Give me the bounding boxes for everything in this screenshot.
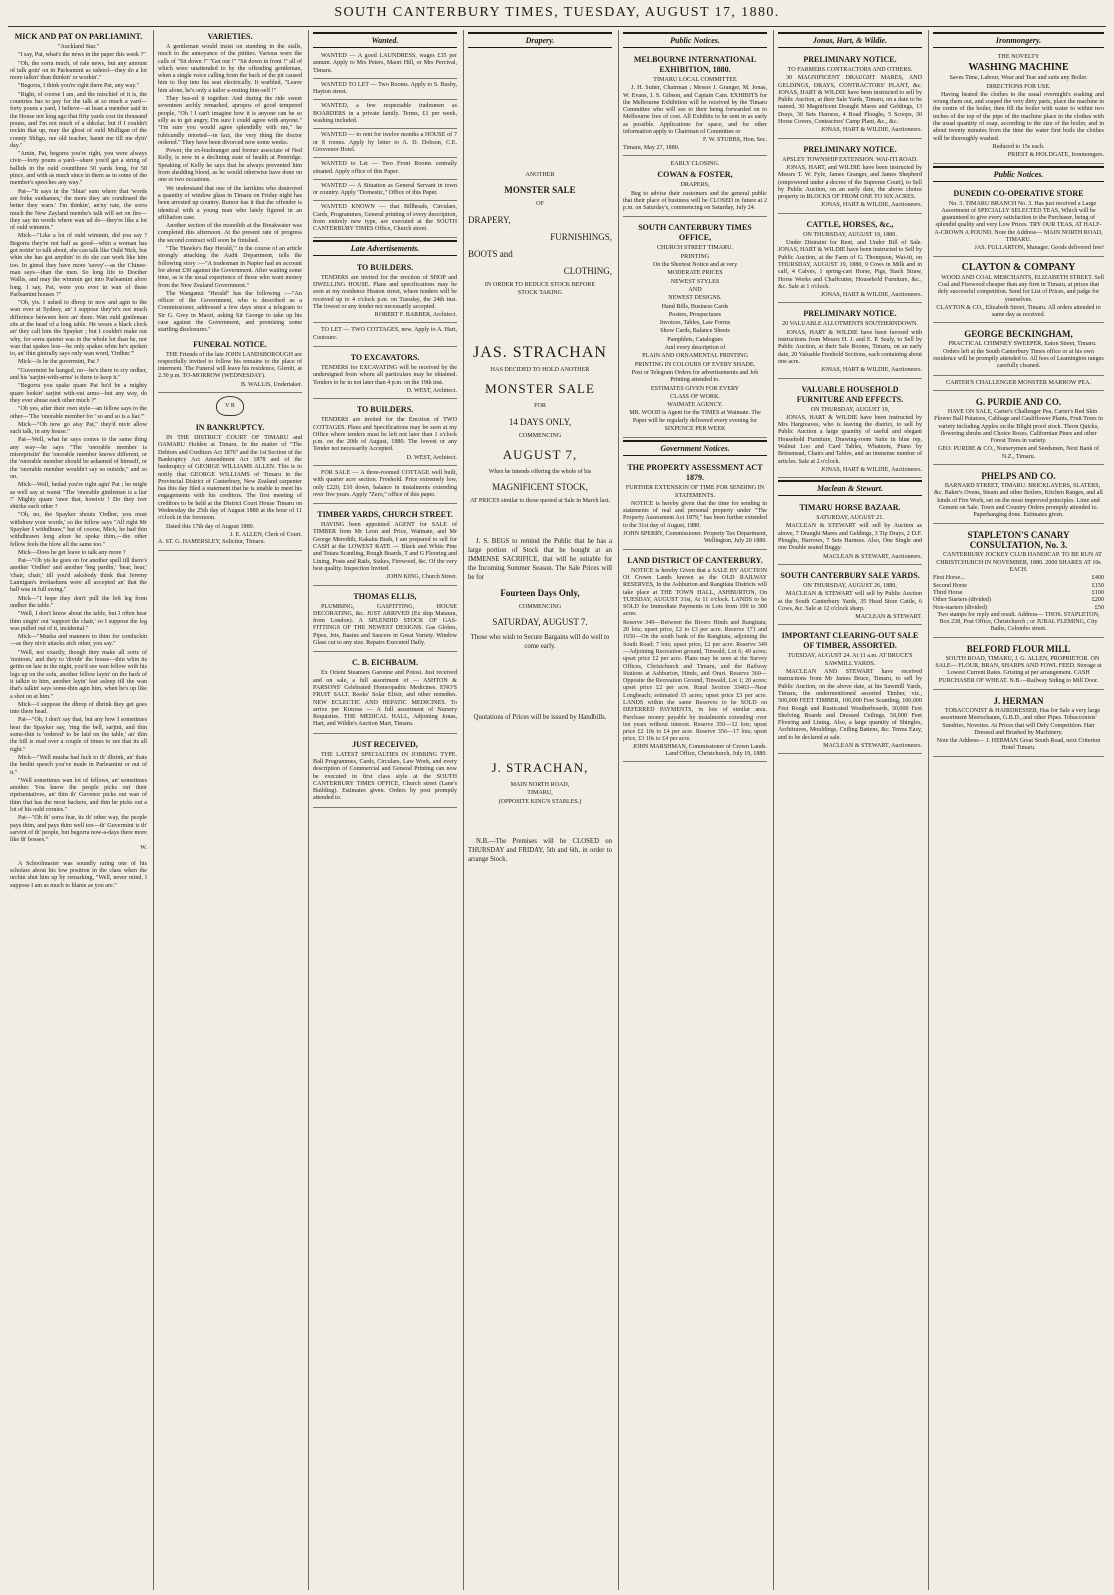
article-paragraph: Mick—I suppose the dhrop of dhrink they get goes into there head. <box>10 701 147 716</box>
late-ad <box>313 654 457 733</box>
column-1 <box>6 30 151 1590</box>
late-ad-sign: D. WEST, Architect. <box>406 454 457 461</box>
notice-head: SOUTH CANTERBURY SALE YARDS. <box>780 570 920 580</box>
ad-sign: JAS. FULLARTON, Manager. Goods delivered free! <box>974 245 1104 252</box>
times-line: MODERATE PRICES <box>667 270 723 277</box>
prize-label: Second Horse <box>933 582 968 589</box>
ad-body: No. 3. TIMARU BRANCH No. 3. Has just received a Large Assortment of SPECIALLY SELECTED TEAS, Which will be guaranteed to give every satisfaction to the Purchaser, being of splendid quality and very Low Prices. TRY OUR TEAS, AT HALF-A-CROWN A POUND. Note the Address— MAIN NORTH ROAD, TIMARU. <box>934 200 1103 244</box>
ad-name: DUNEDIN CO-OPERATIVE STORE <box>953 188 1084 198</box>
article-source: "Auckland Star." <box>57 44 100 50</box>
late-ad <box>313 349 457 399</box>
notice-body: Beg to advise their customers and the general public that their place of business will be CLOSED in future at 2 p.m. on Saturday's, commencing on Saturday, July 24. <box>623 190 767 212</box>
late-ad <box>313 259 457 324</box>
late-ad-head: JUST RECEIVED, <box>352 739 418 749</box>
auction-notice <box>778 381 922 479</box>
late-ad <box>313 468 457 504</box>
auction-notice <box>778 51 922 139</box>
notice-body: Under Distraint for Rent, and Under Bill of Sale. JONAS, HART & WILDIE have been instructed to Sell by Public Auction, at the Farm of G. Thompson, Wai-iti, on THURSDAY, AUGUST 19, 1880, 9 Cows in Milk and in calf, 4 Calves, 1 spring-cart Horse, Pigs, Stack Straw, Horse Works and Chaffcutter, Household Furniture, &c., &c. Sale at 1 o'clock. <box>778 240 922 290</box>
exhibition-notice <box>623 51 767 156</box>
notice-head: PRELIMINARY NOTICE. <box>803 144 897 154</box>
prize-row <box>933 605 1104 612</box>
funeral-sign: B. WALLIS, Undertaker. <box>241 381 302 388</box>
ad-price: Reduced to 15s each. <box>992 143 1045 150</box>
notice-head: CATTLE, HORSES, &c., <box>806 219 894 229</box>
clerk-sign: J. E. ALLEN, Clerk of Court. <box>230 531 302 538</box>
text-line: ANOTHER <box>525 172 555 178</box>
times-line: AND <box>688 286 702 293</box>
notice-sign: JOHN MARSHMAN, Commissioner of Crown Lands. Land Office, Christchurch, July 19, 1880. <box>632 743 767 758</box>
prize-value: £400 <box>1091 575 1104 582</box>
late-ad-body: TENDERS are invited for the erection of SHOP and DWELLING HOUSE. Plans and specifications may be seen at my residence Heaton street, where tenders will be received up to 4 o'clock p.m. on Tuesday, the 24th inst. The lowest or any tender not necessarily accepted. <box>313 274 457 310</box>
article-title: MICK AND PAT ON PARLIAMINT. <box>14 32 143 41</box>
times-line: NEWEST DESIGNS. <box>668 295 722 302</box>
article-paragraph: Mick—Does he get leave to talk any more ? <box>18 549 126 556</box>
dunedin-store-ad <box>933 185 1104 257</box>
article-paragraph: "Oh, the sorra much, of rale news, but any amount of talk goin' on in Parleamint as ushool—they do a lot more talkin' than thinkin' or workin'." <box>10 60 147 82</box>
varieties-paragraph: Another section of the monolith at the Breakwater was completed this afternoon. At the present rate of progress the second contract will soon be finished. <box>158 223 302 244</box>
varieties-paragraph: "The 'Hawke's Bay Herald,'" in the course of an article strongly attacking the Audit Department, tells the following story :—"A tradesman in Napier had an account for about £30 against the Government. After waiting some time, as is the usual experience of those who want money from the New Zealand Government." <box>158 246 302 289</box>
text-line: STOCK TAKING <box>517 289 563 296</box>
ad-sub: DIRECTIONS FOR USE. <box>986 83 1051 90</box>
washing-machine-ad <box>933 51 1104 164</box>
text-line: (OPPOSITE KING'S STABLES.) <box>498 798 582 805</box>
ad-body: PRACTICAL CHIMNEY SWEEPER, Eaton Street, Timaru. Orders left at the South Canterbury Times office or at his own residence will be promptly attended to. All fees of Leamington ranges carefully cleaned. <box>933 341 1104 370</box>
wanted-ad: WANTED, a few respectable tradesmen as BOARDERS in a private family. Terms, £1 per week, washing included. <box>313 101 457 129</box>
headline: FURNISHINGS, <box>550 231 612 242</box>
headline: MONSTER SALE <box>485 381 595 397</box>
article-paragraph: "Oh, yis. I ushed to dhrop in now and agin to the wan over at Sydney, an' I suppose they're's not much differince between here an' there. Wan ould gintleman sits at the head of a long table. He wears a black clock an' they call him the Spayker ; but I couldn't make out why, for sorra quieter was in the whole lot than he, nor wan that spakes less—he only spakes whin he's spoken to, an' thin ginirally says only wan word, 'Ordher.'" <box>10 300 147 358</box>
notice-sign: MACLEAN & STEWART, Auctioneers. <box>823 553 922 560</box>
funeral-text: THE Friends of the late JOHN LANDSBOROUGH are respectfully invited to follow his remains to the place of interment. The Funeral will leave his residence, Gleniti, at 2.30 p.m. TO-MORROW (WEDNESDAY). <box>158 351 302 380</box>
funeral-title: FUNERAL NOTICE. <box>193 339 267 349</box>
times-line: ESTIMATES GIVEN FOR EVERY <box>650 385 740 392</box>
text-line: AT PRICES similar to those quoted at Sale in March last. <box>470 498 610 505</box>
prize-row <box>933 597 1104 604</box>
column-3 <box>308 30 461 1590</box>
article-paragraph: Pat—"Oh th' sorra fear, its th' other way, the people pays thim, and pays thim well too—th' Guvermint is th' sarvint of th' people, but begorra now-a-days there more like th' bosses." <box>10 815 147 844</box>
notice-body: JONAS, HART, and WILDIE have been instructed by Messrs T. W. Fyfe, James Granger, and James Shepherd (empowered under a decree of the Supreme Court), to Sell by Public Auction, on an early date, the above choice property in BLOCKS OF FROM ONE TO SIX ACRES. <box>778 164 922 201</box>
notice-sign: JONAS, HART & WILDIE, Auctioneers. <box>820 367 922 374</box>
ad-sign: Two stamps for reply and result. Address— THOS. STAPLETON, Box 238, Post Office, Christchurch ; or JUBAL FLEMING, City Baths, Colombo street. <box>937 611 1100 633</box>
notice-sign: MACLEAN & STEWART, Auctioneers. <box>823 743 922 749</box>
notice-sub: APSLEY TOWNSHIP EXTENSION. WAI-ITI ROAD. <box>782 156 918 163</box>
auction-notice <box>778 216 922 304</box>
headline: Fourteen Days Only, <box>500 587 580 598</box>
notice-body: MACLEAN AND STEWART have received instructions from Mr James Bruce, Timaru, to sell by Public Auction, on the above date, at his Sawmill Yards, Timaru, the undermentioned assorted Timber, viz., 500,000 FEET TIMBER, 100,000 Feet Scantling, 100,000 Feet Rough and Rusticated Weatherboards, 30,000 Feet Shelving Boards and Dressed Ceilings, 50,000 Feet Flooring and Lining. Also, a large quantity of Shingles, Architraves, Mouldings, Ceiling Battens, &c. Terms Easy, and to be declared at sale. <box>778 669 922 741</box>
times-line: Show Cards, Balance Sheets <box>660 328 730 335</box>
purdie-ad <box>933 393 1104 465</box>
notice-head: PRELIMINARY NOTICE. <box>803 309 897 319</box>
notice-title: SOUTH CANTERBURY TIMES OFFICE, <box>638 223 752 243</box>
belford-ad <box>933 640 1104 690</box>
notice-sub: CHURCH STREET TIMARU. <box>656 245 734 252</box>
notice-body: NOTICE is hereby given that the time for sending in statements of real and personal property under "The Property Assessment Act 1879," has been further extended to the 31st day of August, 1880. <box>623 500 767 529</box>
royal-crest-icon: V R <box>216 396 244 416</box>
article-paragraph: "Well sometimes wan lot of fellows, an' sometimes another. You know the people picks out their riprisentatives, an' thin th' Guvenor picks out wan of thim that has the most backers, and thin he picks out a lot of his ould cronies." <box>10 777 147 813</box>
auction-notice <box>778 567 922 625</box>
text-line: COMMENCING <box>518 603 562 610</box>
wanted-ad: WANTED — to rent for twelve months a HOUSE of 7 or 8 rooms. Apply by letter to A. D. Dobson, C.E. Grosvenor Hotel. <box>313 130 457 158</box>
headline: AUGUST 7, <box>502 447 578 463</box>
varieties-paragraph: They bus-ed it together. And during the ride sweet seventeen archly remarked, apropos of good tempered people, "Oh ! I can't imagine how it is anyone can be so silly as to get angry, I'm sure I could agree with anyone." "I'm sure you would agree splendidly with me," he rubicundly retorted—in fact, the very thing the doctor ordered." They have been divorced now some weeks. <box>158 96 302 146</box>
ad-sign: GEO. PURDIE & CO., Nurserymen and Seedsmen, Next Bank of N.Z., Timaru. <box>938 446 1099 460</box>
times-line: MR. WOOD is Agent for the TIMES at Waimate. The Paper will be regularly delivered every evening for <box>629 410 761 424</box>
article-paragraph: "Begorra you spake quare Pat he'd be a mighty quare lookin' sarjint with-out arms—but any way, do they ever abuse each other much ?" <box>10 383 147 404</box>
bankruptcy-notice <box>158 419 302 550</box>
prize-value: £50 <box>1094 604 1104 611</box>
prize-label: First Horse... <box>933 575 965 582</box>
late-ad <box>313 588 457 653</box>
times-line: Hand Bills, Business Cards <box>661 303 729 310</box>
section-header-wanted: Wanted. <box>313 32 457 48</box>
auction-notice <box>778 627 922 754</box>
headline: 14 DAYS ONLY, <box>508 416 572 427</box>
late-ad-sign: D. WEST, Architect. <box>406 387 457 394</box>
ad-head: THE NOVELTY <box>997 54 1040 60</box>
wanted-ads <box>313 51 457 238</box>
times-line: Post or Telegram Orders for advertisements and Job Printing attended to. <box>631 369 759 384</box>
auction-notice <box>778 141 922 214</box>
wanted-ad: WANTED KNOWN — that Billheads, Circulars, Cards, Programmes, General printing of every description, from entirely new type, are executed at the SOUTH CANTERBURY TIMES Office, Church street. <box>313 202 457 237</box>
notice-sign: JONAS, HART & WILDIE, Auctioneers. <box>820 127 922 134</box>
article-paragraph: "Well, I don't know about the table, but I often hear thim singin' out 'support the chair,' so I suppose the leg was pulled out of it, incidental." <box>10 611 147 632</box>
notice-sub: ON THURSDAY, AUGUST 19, <box>810 406 890 413</box>
times-lines <box>623 254 767 434</box>
article-paragraph: Pat—"It says in the 'Shtar' sum where that 'words are foike sunbames,' the more they are condinsed the better they warn.' I'm thinkin', an'ny rate, the sorra much the New Zayland membe's talk will set on fire—they say tin words where wan ud do—they're like a lot of ould wimmin." <box>10 188 147 232</box>
notice-sub: FURTHER EXTENSION OF TIME FOR SENDING IN STATEMENTS. <box>625 485 765 499</box>
maclean-notices <box>778 499 922 754</box>
headline: MONSTER SALE <box>504 185 576 196</box>
varieties-paragraph: Power, the ex-bushranger and former associate of Ned Kelly, is now in a declining state of health at Pentridge. Speaking of Kelly he says that he always prevented him from shedding blood, as he would otherwise have done on one or two occasions. <box>158 148 302 184</box>
auction-notice <box>778 305 922 378</box>
notice-date: Timaru, May 27, 1880. <box>623 144 680 151</box>
ad-name: J. HERMAN <box>993 695 1044 706</box>
notice-sub: TO FARMERS CONTRACTORS AND OTHERS. <box>787 67 913 73</box>
late-ad-body: TENDERS are invited for the Erection of TWO COTTAGES. Plans and Specifications may be seen at my Office where tenders must be left not later than 1 o'clock p.m. on the 20th of August, 1880. The lowest or any Tender not necessarily Accepted. <box>313 417 457 453</box>
notice-body: JONAS, HART & WILDIE have been favored with instructions from Messrs H. J. and E. P. Sealy, to Sell by Public Auction, at their Sale Rooms, Timaru, on an early date, 20 Valuable Freehold Sections, each containing about one acre. <box>778 329 922 365</box>
article-paragraph: Mick—"Like a lot of ould wimmin, did you say ? Begorra they're not half as good—whin a woman has got notiin' to talk about, she can talk like Ould Nick, but whin she has got anythin' to do she can work like him too. In ginral they have more 'savey'—as the Chinee-man says—than the men. So long life to Docther Wallis, and may the wimmin get into Parleamint afore long. I say, Pat, were you ever in wan of these Parleamint houses ?" <box>10 233 147 298</box>
times-office-ad <box>623 219 767 438</box>
notice-title: MELBOURNE INTERNATIONAL EXHIBITION, 1880. <box>633 55 757 74</box>
bankruptcy-title: IN BANKRUPTCY. <box>195 423 265 433</box>
times-line: And every description of <box>664 345 726 352</box>
varieties-paragraph: A gentleman would insist on standing in the stalls, much to the annoyance of the pittites. Various were the calls of "Sit down !" "Get out !" "Sit down in front !" all of which were unattended to by the offending gentleman, when a single voice calling from the back of the pit caused him to flop into his seat electrically. It warbled, "Leave him alone, he's only a tailor a-resting him-self !" <box>158 44 302 94</box>
times-line: PRINTING IN COLOURS OF EVERY SHADE. <box>634 361 756 368</box>
notice-sub: ON THURSDAY, AUGUST 26, 1880, <box>803 582 897 589</box>
column-4 <box>463 30 616 1590</box>
paragraph: N.B.—The Premises will be CLOSED on THURSDAY and FRIDAY, 5th and 6th, in order to arrange Stock. <box>468 837 612 863</box>
ad-sign: PRIEST & HOLDGATE, Ironmongers. <box>1007 152 1104 159</box>
section-header-jonas: Jonas, Hart, & Wildie. <box>778 32 922 48</box>
text-line: IN ORDER TO REDUCE STOCK BEFORE <box>484 281 596 288</box>
ad-name: WASHING MACHINE <box>968 62 1069 74</box>
notice-body: MACLEAN & STEWART will sell by Public Auction at the South Canterbury Yards, 35 Head Store Cattle, 6 Cows, &c. Sale at 12 o'clock sharp. <box>778 591 922 612</box>
late-ad-head: TO BUILDERS. <box>356 262 414 272</box>
late-ad <box>313 325 457 347</box>
herman-ad <box>933 692 1104 757</box>
article-paragraph: Mick—"Oh now go aisy Pat," they'd nivir allow such talk, in any house." <box>10 421 147 436</box>
late-ads <box>313 259 457 808</box>
section-header-government: Government Notices. <box>623 440 767 456</box>
text-line: Quotations of Prices will be issued by Handbills. <box>473 713 607 721</box>
times-line: PLAIN AND ORNAMENTAL PRINTING <box>642 353 748 360</box>
times-line: PRINTING <box>680 253 710 260</box>
late-ad <box>313 506 457 585</box>
ad-body: CANTERBURY JOCKEY CLUB HANDICAP. TO BE RUN AT CHRISTCHURCH IN NOVEMBER, 1880. 2000 SHARES AT 10s EACH. <box>936 552 1102 574</box>
wanted-ad: WANTED — A Situation as General Servant in town or country. Apply "Domestic," Office of this Paper. <box>313 181 457 202</box>
late-ad-body: TENDERS for EXCAVATING will be received by the undersigned from whom all particulars may be obtained. Tenders to be in not later than 4 p.m. on the 19th inst. <box>313 365 457 386</box>
notice-sub: TIMARU LOCAL COMMITTEE <box>653 77 737 83</box>
article-paragraph: Pat—"Oh yis he goes on for another spell till there's another 'Ordher' and another 'beg pardin,' 'hear, hear,' 'chair, chair,' till you'd asksbody think that Jeremy Lannigan's invitashuns were all accepted an' that the hall was in full swing." <box>10 558 147 594</box>
times-line: On the Shortest Notice and at very <box>652 262 738 269</box>
article-paragraph: "I say, Pat, what's the news in the paper this week ?" <box>18 52 146 59</box>
notice-body: JONAS, HART & WILDIE have been instructed by Mrs Hargreaves, who is leaving the district, to sell by Public Auction a large quantity of useful and elegant Household Furniture, Drawing-room Suite in blue rep, Walnut Loo and Card Tables, Whatnots, Piano by Brinsmead, Chairs and Tables, and an immense number of articles. Sale at 2 o'clock. <box>778 414 922 465</box>
text-line: HAS DECIDED TO HOLD ANOTHER <box>490 367 590 374</box>
prize-table <box>933 575 1104 611</box>
marrow-pea-ad: CARTER'S CHALLENGER MONSTER MARROW PEA. <box>933 378 1104 391</box>
article-paragraph: "Guvermint be hanged, no—he's there to cry ordher, and his 'sarjint-with-arms' is there to keep it." <box>10 367 147 382</box>
ad-name: STAPLETON'S CANARY CONSULTATION, No. 3. <box>967 530 1070 551</box>
prize-row <box>933 575 1104 582</box>
ad-body: WOOD AND COAL MERCHANTS, ELIZABETH STREET. Sell Coal and Firewood cheaper than any firm in Timaru, at prices that defy successful competition. Send for List of Prices, and judge for yourselves. <box>937 274 1104 303</box>
text-line: FOR <box>534 403 546 410</box>
varieties-paragraph: The Wanganui "Herald" has the following :—"An officer of the Government, who is described as a Commissioner, addressed a few days since a telegram to Sir G. Grey in Maori, asking Sir George to take up his case against the Government, and promising some startling disclosures." <box>158 290 302 334</box>
prize-value: £150 <box>1091 582 1104 589</box>
text-line: OF <box>536 201 544 208</box>
late-ad-head: THOMAS ELLIS, <box>353 591 417 601</box>
late-ad <box>313 736 457 808</box>
notice-head: VALUABLE HOUSEHOLD FURNITURE AND EFFECTS. <box>796 384 904 404</box>
ad-sign: CLAYTON & CO., Elizabeth Street, Timaru. All orders attended to same day as received. <box>936 304 1101 319</box>
late-ad-body: PLUMBING, GASFITTING, HOUSE DECORATING, &c. JUST ARRIVED (Ex ship Mataura, from London). A SPLENDID STOCK OF GAS-FITTINGS OF THE NEWEST DESIGNS. Gas Globes, Pipes, Jets, Basins and Saucers in Great Variety. Window Glass cut to any size. Repairs Executed Daily. <box>313 603 457 647</box>
paragraph: J. S. BEGS to remind the Public that he has a large portion of Stock that he bought at an IMMENSE SACRIFICE, that will be suitable for the Incoming Summer Season. The Sale Prices will be for <box>468 537 612 581</box>
article-body <box>10 52 147 852</box>
notice-sign: MACLEAN & STEWART. <box>855 614 922 621</box>
times-line: WAIMATE AGENCY. <box>667 402 723 409</box>
article-paragraph: Pat—Well, what he says comes to the same thing any way—he says "The 'onorable member is misrepristin' the 'onorable member knows different, or the 'onorable member should be ashamed of himself, or the 'onorable member wouldn't say so outside," and so on. <box>10 437 147 480</box>
phelps-ad <box>933 467 1104 524</box>
headline: MAGNIFICENT STOCK, <box>492 482 588 493</box>
ad-name: PHELPS AND CO. <box>981 470 1056 481</box>
consultation-ad <box>933 526 1104 637</box>
article-paragraph: "Oh, no, the Spayker shouts 'Ordher, you must withdraw your words,' so the fellow says "All right Mr Spayker I withdhraw," but of coorse, Mick, he had thin withdhrawn long afore he spoke thim,—the other fellow feels the blow all the same too." <box>10 512 147 548</box>
late-ad-sign: JOHN KING, Church Street. <box>386 574 457 581</box>
text-line: TIMARU, <box>527 790 553 797</box>
masthead-rule <box>8 26 1106 27</box>
closing-notice <box>623 158 767 217</box>
prize-row <box>933 583 1104 590</box>
notice-sign: JOHN SPERRY, Commissioner. Property Tax Department, Wellington, July 20 1880. <box>623 531 767 545</box>
section-header-drapery: Drapery. <box>468 32 612 48</box>
notice-head: TIMARU HORSE BAZAAR. <box>799 503 901 513</box>
ad-body: Having heated the clothes to the usual overnight's soaking and wrung them out, and soaped the very dirty parts, place the machine in the centre of the boiler, then fill the boiler with water to within two inches of the top of the pipe of the machine place in the clothes with the usual quantity of soap, according to the size of the boiler, and in about twenty minutes from the time the water first boils the clothes will be thoroughly washed. <box>933 91 1104 142</box>
article-paragraph: W. <box>140 845 147 852</box>
prize-value: £200 <box>1091 597 1104 604</box>
prize-label: Third Horse <box>933 589 963 596</box>
late-ad-body: FOR SALE — A three-roomed COTTAGE well built, with quarter acre section. Freehold. Price extremely low, only £220, £10 down, balance in instalments extending over five years. Apply "Zero," office of this paper. <box>313 469 457 498</box>
late-ad-head: TIMBER YARDS, CHURCH STREET. <box>317 510 453 520</box>
ad-name: BELFORD FLOUR MILL <box>966 643 1071 654</box>
late-ad-sign: ROBERT F. BARBER, Architect. <box>374 312 457 319</box>
anecdote: A Schoolmaster was soundly rating one of his scholars about his low position in the class when the urchin shut him up by remarking, "Well, never mind, I suppose I am as much to blame as you are." <box>10 860 147 889</box>
prize-value: £100 <box>1091 589 1104 596</box>
article-paragraph: Mick—"Well musha bad luck to th' dhrink, an' thats the beshit speech you've made in Parleamint or out of it." <box>10 754 147 776</box>
notice-sub: 20 VALUABLE ALLOTMENTS SOUTHERNDOWN. <box>782 321 918 328</box>
late-ad-body: TO LET — TWO COTTAGES, new. Apply to A. Hart, Coutoure. <box>313 327 457 341</box>
ad-body: SOUTH ROAD, TIMARU, J. G. ALLEN, PROPRIETOR. ON SALE— FLOUR, BRAN, SHARPS AND FOWL FEED. Storage at Lowest Current Rates. Gristing at per arrangement. CASH PURCHASER OF WHEAT. N.B.—Railway Siding to Mill Door. <box>935 655 1102 684</box>
article-paragraph: Mick—Is he the guvermint, Pat ? <box>18 359 100 366</box>
notice-head: IMPORTANT CLEARING-OUT SALE OF TIMBER, ASSORTED. <box>781 631 919 651</box>
prize-label: Other Starters (divided) <box>933 597 991 604</box>
land-notice <box>623 552 767 763</box>
late-ad-head: C. B. EICHBAUM. <box>351 658 418 668</box>
section-title: VARIETIES. <box>207 32 253 41</box>
notice-sign: F. W. STUBBS, Hon. Sec. <box>702 137 767 144</box>
times-line: NEWEST STYLES <box>670 278 720 285</box>
notice-body: J. H. Sutter, Chairman ; Messrs J. Granger, M. Jonas, W. Evans, J. S. Gibson, and Captain Cain. EXHIBITS for the Melbourne Exhibition will be received by the Timaru Committee who will see to their being forwarded on to Melbourne free of cost. All Exhibits to be sent in as early as possible. Applications for space, and for other information apply to Chairman of Committee or <box>623 85 767 136</box>
article-paragraph: Mick—Well, bedad you're right agin' Pat ; he might as well say at wanst "The 'onorable gintleman is a liar !" Mighty quare 'onor that, howivir ! Do they iver shtrike each other ? <box>10 482 147 511</box>
text-line: MAIN NORTH ROAD, <box>510 781 570 788</box>
late-ad-body: Ex Orient Steamers Garonne and Potosi. Just received and on sale, a full assortment of — ASHTON & PARSONS' Celebrated Homeopathic Medicines. ENO'S FRUIT SALT. Rooks' Solar Elixir, and other remedies. NEW ECLECTIC AND HEPATIC MEDICINES. To arrive per Kinross — A full assortment of Nursery Requisites. THE MEDICAL HALL, Adjoining Jonas, Hart, and Wildie's Auction Mart, Timaru. <box>313 670 457 728</box>
notice-body: MACLEAN & STEWART will sell by Auction as above, 7 Draught Mares and Geldings, 3 Tip Drays, 2 D.F. Ploughs, Harrows, 7 Sets Harness. Also, One Single and one Double seated Buggy. <box>778 523 922 552</box>
ad-body: HAVE ON SALE, Carter's Challenger Pea, Carter's Red Skin Flower Ball Potatoes, Cabbage and Cauliflower Plants, Fruit Trees in variety including Apples on the Blight proof stock. Thorn Quicks, flowering shrubs and Choice Roses. Californian Pines and other Forest Trees in variety. <box>934 408 1103 445</box>
notice-body: 30 MAGNIFICENT DRAUGHT MARES, AND GELDINGS, DRAYS, CONTRACTORS' PLANT, &c. JONAS, HART & WILDIE have been instructed to sell by Public Auction, at their Sale Yards, Timaru, on a date to be named, 30 Magnificent Draught Mares and Geldings, 13 Drays, 30 Sets Harness, 4 Road Ploughs, 5 Scoops, 30 Horse Covers, Contractors' Camp Plant, &c., &c. <box>778 75 922 126</box>
headline: CLOTHING, <box>563 265 612 276</box>
times-line: SIXPENCE PER WEEK <box>664 425 726 432</box>
section-header-late: Late Advertisements. <box>313 240 457 256</box>
article-paragraph: "Amin, Pat, begorra you're right, you were always civir—forty pouns a yard—shure you'd get a string of ballids in the ould countthree 50 yards long, for 50 pince, and with as much since in them as in some of the member's speeches any way." <box>10 151 147 187</box>
section-header-public-2: Public Notices. <box>933 166 1104 182</box>
merchant-name: J. STRACHAN, <box>491 759 589 775</box>
late-ad <box>313 401 457 466</box>
notice-sub: ON THURSDAY, AUGUST 19, 1880. <box>803 231 897 238</box>
notice-filler: Reserve 349—Between the Rivers Hinds and Rangitata; 20 lots; upset price, £2 to £3 per acre. Reserve 171 and 1650—On the south bank of the Rangitata, adjoining the South Road; 7 lots; upset price, £2 per acre. Reserve 349—Adjoining Recreation ground, Tinwald, Lot 6; 49 acres; upset price £2 per acre. Plans may be seen at the Survey Offices, Christchurch and Timaru, and the Railway Stations at Ashburton, Hinds, and Orari. Reserve 360—Opposite the Recreation Ground, Tinwald, Lot 1; 20 acres; upset price £2 per acre. Rural Section 33463—Near Longbeach; estimated 15 acres; upset price £3 per acre. LANDS within the same Reserves to be SOLD on DEFERRED PAYMENTS, in lots of similar area. Purchase money payable by instalments extending over ten years without interest. Reserve 350—12 lots; upset price £2 10s to £4 per acre. Reserve 356—17 lots; upset price, £3 10s to £4 per acre. <box>623 619 767 743</box>
times-line: Posters, Prospectuses <box>668 311 722 318</box>
bankruptcy-text: IN THE DISTRICT COURT OF TIMARU and OAMARU Holden at Timaru. In the matter of "The Debtors and Creditors Act 1876" and the 1st Section of the Bankruptcy Act Amendment Act 1878 and of the bankruptcy of GEORGE WILLIAMS ALLEN. This is to notify that GEORGE WILLIAMS of Timaru in the Provincial District of Canterbury, New Zealand carpenter has this day filed a statement that he is unable to meet his engagements with his creditors. The first meeting of creditors to be held at the District Court House Timaru on Wednesday the 25th day of August 1880 at the hour of 11 o'clock in the forenoon. <box>158 435 302 522</box>
varieties-body <box>158 44 302 335</box>
notice-title: THE PROPERTY ASSESSMENT ACT 1879. <box>627 463 763 483</box>
text-line: COMMENCING <box>518 432 562 439</box>
column-6 <box>773 30 926 1590</box>
late-ad-head: TO BUILDERS. <box>356 405 414 415</box>
article-paragraph: Mick—"I hope they don't pull the left leg from undher the table." <box>10 595 147 609</box>
late-ad-body: THE LATEST SPECIALTIES IN JOBBING TYPE. Ball Programmes, Cards, Circulars, Law Work, and every description of Commercial and General Printing can now be executed in first class style at the SOUTH CANTERBURY TIMES OFFICE, Church street (Lane's Building). Estimates given. Orders by post promptly attended to. <box>313 751 457 802</box>
article-paragraph: "Begorra, I think you're right there Pat, any way." <box>18 83 139 90</box>
notice-head: PRELIMINARY NOTICE. <box>803 55 897 64</box>
article-paragraph: "Well, not exactly, though they make all sorts of 'motions,' and they to 'divide' the house—thin whin its gettin on late in the night, you'd see wan fellow with his legs up on the sofa, another fellow layin' on the back of it talkin to him, another layin' fast asleep till the wan that's talkin' says some-thin agin him, when he's up like a shot on at him." <box>10 649 147 700</box>
late-ad-body: HAVING been appointed AGENT for SALE of TIMBER from Mr Leon and Price, Waimate, and Mr George Meredith, Kakahu Bush, I am prepared to sell for CASH at the LOWEST RATE — Black and White Pine and Totara Scantling, Rough Boards, T and G Flooring and Lining, Posts and Rails, Stakes, Firewood, &c. Of the very best quality. Inspection Invited. <box>313 522 457 572</box>
text-line: When he intends offering the whole of his <box>488 469 592 476</box>
ad-name: CLAYTON & COMPANY <box>961 261 1076 273</box>
ad-sub: Saves Time, Labour, Wear and Tear and suits any Boiler. <box>949 75 1088 82</box>
masthead: SOUTH CANTERBURY TIMES, TUESDAY, AUGUST 17, 1880. <box>334 5 780 20</box>
times-line: Invoices, Tables, Law Forms <box>659 320 731 327</box>
section-header-maclean: Maclean & Stewart. <box>778 480 922 496</box>
notice-body: NOTICE is hereby Given that a SALE BY AUCTION Of Crown Lands known as the OLD RAILWAY RESERVES, In the Ashburton and Rangitata Districts will take place at THE TOWN HALL, ASHBURTON, On TUESDAY, AUGUST 31st, At 11 o'clock. LANDS to be SOLD for Immediate Payments in Lots from 100 to 300 acres. <box>623 567 767 618</box>
auction-notices <box>778 51 922 478</box>
notice-sign: JONAS, HART & WILDIE, Auctioneers. <box>820 202 922 209</box>
prize-label: Non-starters (divided) <box>933 604 987 611</box>
section-header-public: Public Notices. <box>623 32 767 48</box>
assessment-notice <box>623 459 767 549</box>
merchant-name: JAS. STRACHAN <box>473 344 607 362</box>
wanted-ad: WANTED to Let — Two Front Rooms centrally situated. Apply office of this Paper. <box>313 159 457 180</box>
bankruptcy-date: Dated this 17th day of August 1880. <box>166 523 255 530</box>
headline: BOOTS and <box>468 248 513 259</box>
article-paragraph: "Oh yes, after their own style—an fellow says to the other—'The 'onorable member for ' so and so is a liar.'" <box>10 406 147 420</box>
notice-sub: TUESDAY, AUGUST 24. At 11 a.m. AT BRUCE'S SAWMILL YARDS. <box>787 653 913 667</box>
notice-sub: DRAPERS, <box>680 182 710 189</box>
beckingham-ad <box>933 325 1104 375</box>
headline: DRAPERY, <box>468 214 511 225</box>
varieties-paragraph: We understand that one of the larrikins who destroyed a quantity of window glass in Timaru on Friday night has been arrested up country. Rumor has it that the offender is identical with a young man who lately figured in an affiliation case. <box>158 185 302 221</box>
funeral-notice <box>158 336 302 393</box>
article-paragraph: "Right, of coorse I am, and the mischief of it is, the countries has to pay for the talk at so much a yard—forty pouns a yard, I believe—at least a member said in the House not long ago that fifty yards cost tin thousand pouns, and I'm not much of a shkolar, but if I couldn't reckin that up, may the ghost of ould Mulligan of the county Shligo, me old teacher, haunt me till me dyin' day." <box>10 91 147 149</box>
text-line: Those who wish to Secure Bargains will do well to come early. <box>470 633 610 650</box>
notice-name: COWAN & FOSTER, <box>657 170 733 180</box>
notice-sign: JONAS, HART & WILDIE, Auctioneers. <box>820 466 922 473</box>
solicitor-sign: A. ST. G. HAMERSLEY, Solicitor, Timaru. <box>158 539 266 546</box>
article-paragraph: Mick—"Musha and manners to thim for conduckin—as they nivir attacks aich other, you say." <box>10 634 147 648</box>
times-line: CLASS OF WORK. <box>670 393 720 400</box>
ad-name: GEORGE BECKINGHAM, <box>964 329 1073 340</box>
ad-body: BARNARD STREET, TIMARU. BRICKLAYERS, SLATERS, &c. Baker's Ovens, Steam and other Boilers, Kitchen Ranges, and all kinds of Fire Work, set on the most improved principles. Lime and Cement on Sale. Town and Country Orders promptly attended to. Paperhanging done. Estimates given. <box>934 482 1103 519</box>
late-ad-head: TO EXCAVATORS. <box>350 353 420 363</box>
notice-title: EARLY CLOSING. <box>670 160 720 167</box>
ad-name: G. PURDIE AND CO. <box>975 396 1062 407</box>
auction-notice <box>778 499 922 565</box>
times-line: Pamphlets, Catalogues <box>667 336 723 343</box>
wanted-ad: WANTED TO LET — Two Rooms. Apply to S. Busby, Hayton street. <box>313 80 457 101</box>
wanted-ad: WANTED — A good LAUNDRESS, wages £35 per annum. Apply to Mrs Peters, Maori Hill, or Mrs Percival, Timaru. <box>313 51 457 79</box>
notice-sign: JONAS, HART & WILDIE, Auctioneers. <box>820 292 922 299</box>
notice-title: LAND DISTRICT OF CANTERBURY. <box>627 555 763 565</box>
ad-body: TOBACCONIST & HAIRDRESSER, Has for Sale a very large assortment Meerschaum, G.B.D., and other Pipes. Tobacconists' Sundries, Noveties. At Prices that will Defy Competition. Hair Dressed and Brushed by Machinery. <box>940 707 1101 736</box>
headline: SATURDAY, AUGUST 7. <box>492 616 588 627</box>
column-7 <box>928 30 1108 1590</box>
section-header-ironmongery: Ironmongery. <box>933 32 1104 48</box>
column-2 <box>153 30 306 1590</box>
column-5 <box>618 30 771 1590</box>
article-paragraph: Pat—"Oh, I don't say that, but any how I sometimes hear the Spayker say, 'ring the bell, sarjint, and thin some-thin is 'ordered' to be laid on the table,' an' thin the bill is read over a couple of times to see that its all right." <box>10 717 147 753</box>
ad-sign: Note the Address— J. HERMAN Great South Road, next Criterion Hotel Timaru. <box>936 738 1101 752</box>
notice-sub: SATURDAY, AUGUST 21. <box>816 515 884 522</box>
clayton-ad <box>933 259 1104 324</box>
